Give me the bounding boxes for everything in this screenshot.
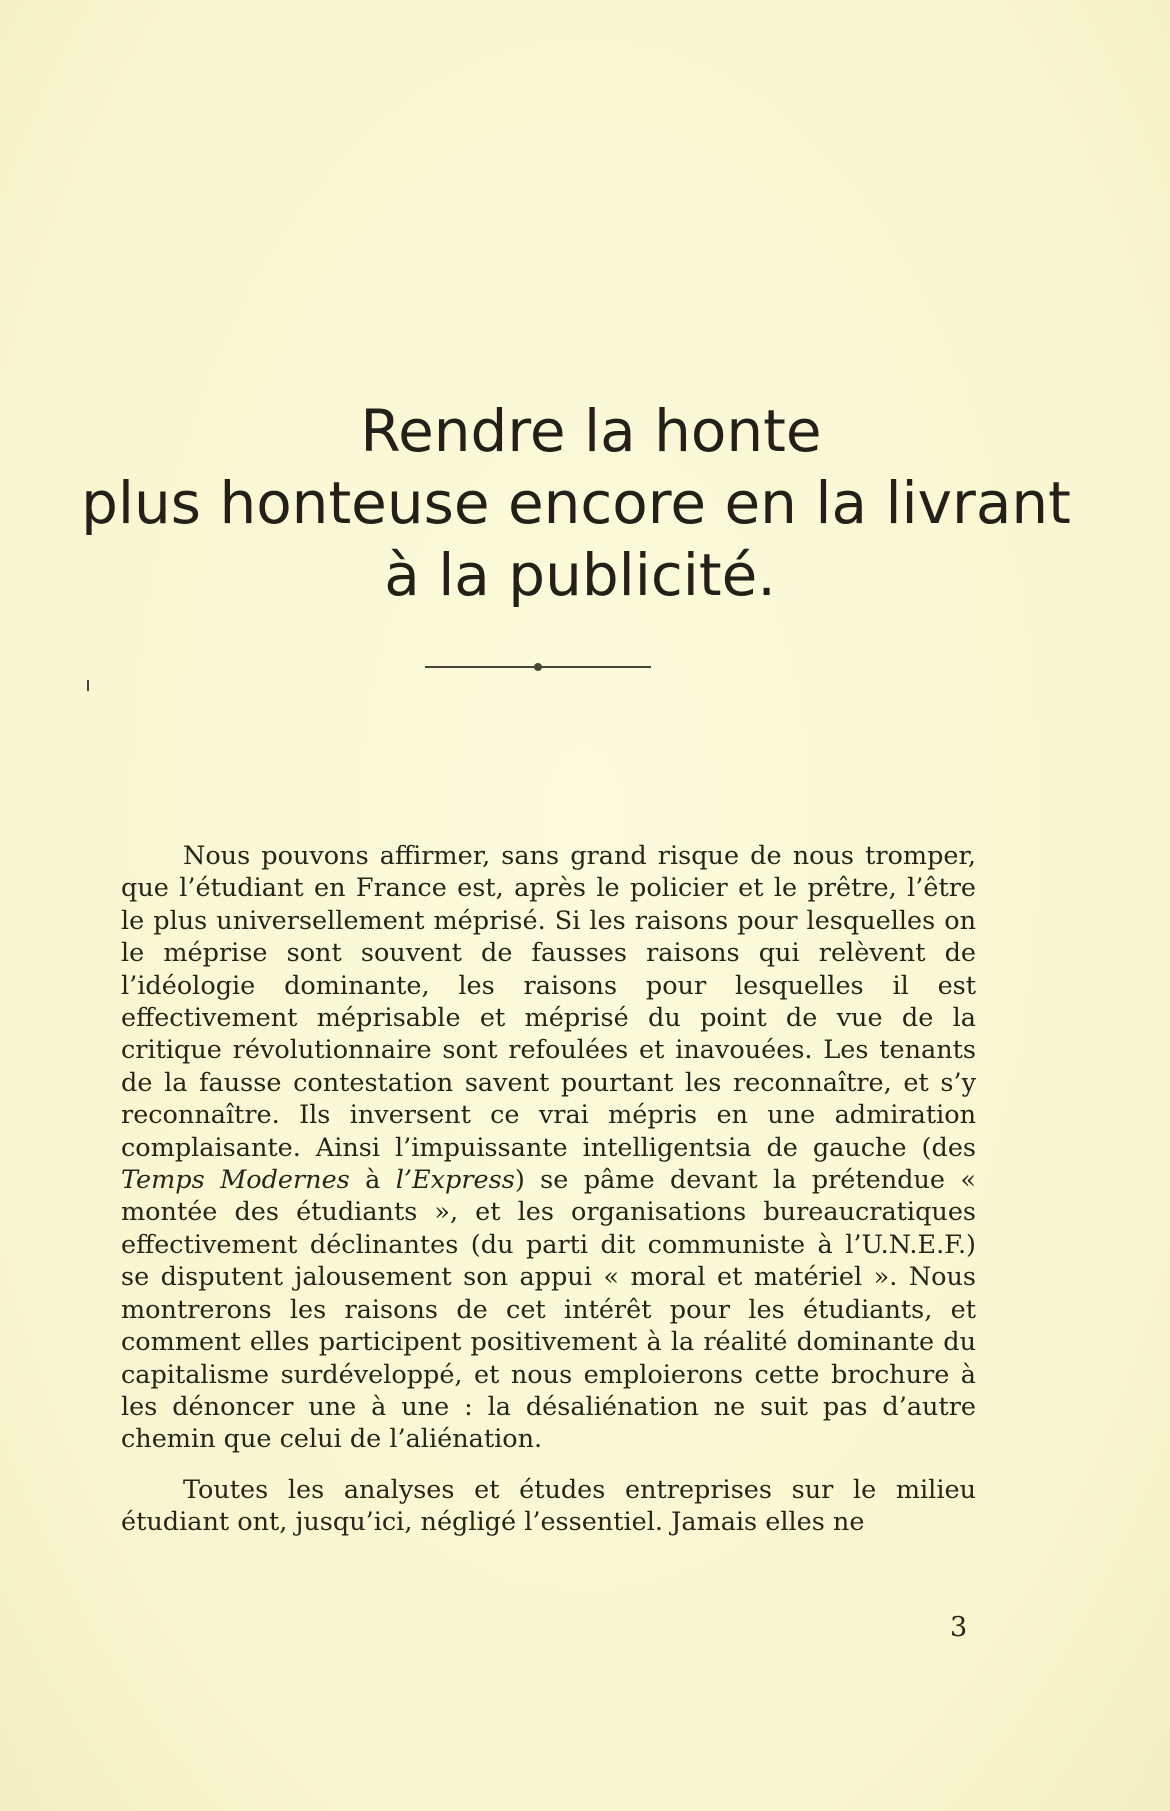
title-express: l’Express xyxy=(395,1165,515,1196)
title-line-2: plus honteuse encore en la livrant xyxy=(81,469,1071,537)
body-text xyxy=(121,840,976,1539)
stray-print-mark xyxy=(87,680,89,691)
title-line-3: à la publicité. xyxy=(384,541,776,609)
paragraph-1 xyxy=(121,840,976,1456)
page-number: 3 xyxy=(950,1612,968,1643)
paragraph-1-part-b: à xyxy=(349,1165,396,1196)
divider-dot xyxy=(534,663,542,671)
paragraph-1-part-a: Nous pouvons affirmer, sans grand risque de nous tromper, que l’étudiant en France est, après le policier et le prêtre, l’être le plus universellement méprisé. Si les raisons pour lesquelles on le méprise sont souvent de fausses raisons qui relèvent de l’idéologie dominante, les raisons pour lesquelles il est effectivement méprisable et méprisé du point de vue de la critique révolutionnaire sont refoulées et inavouées. Les tenants de la fausse contestation savent pourtant les reconnaître, et s’y reconnaître. Ils inversent ce vrai mépris en une admiration complaisante. Ainsi l’impuissante intelligentsia de gauche (des xyxy=(121,841,976,1163)
title-line-1: Rendre la honte xyxy=(360,397,822,465)
paragraph-1-part-c: ) se pâme devant la prétendue « montée des étudiants », et les organisations bureaucratiques effectivement déclinantes (du parti dit communiste à l’U.N.E.F.) se disputent jalousement son appui « moral et matériel ». Nous montrerons les raisons de cet intérêt pour les étudiants, et comment elles participent positivement à la réalité dominante du capitalisme surdéveloppé, et nous emploierons cette brochure à les dénoncer une à une : la désaliénation ne suit pas d’autre chemin que celui de l’aliénation. xyxy=(121,1165,976,1455)
paragraph-2: Toutes les analyses et études entreprises sur le milieu étudiant ont, jusqu’ici, négligé l’essentiel. Jamais elles ne xyxy=(121,1474,976,1538)
title-temps-modernes: Temps Modernes xyxy=(121,1165,350,1196)
chapter-title xyxy=(0,395,1170,611)
